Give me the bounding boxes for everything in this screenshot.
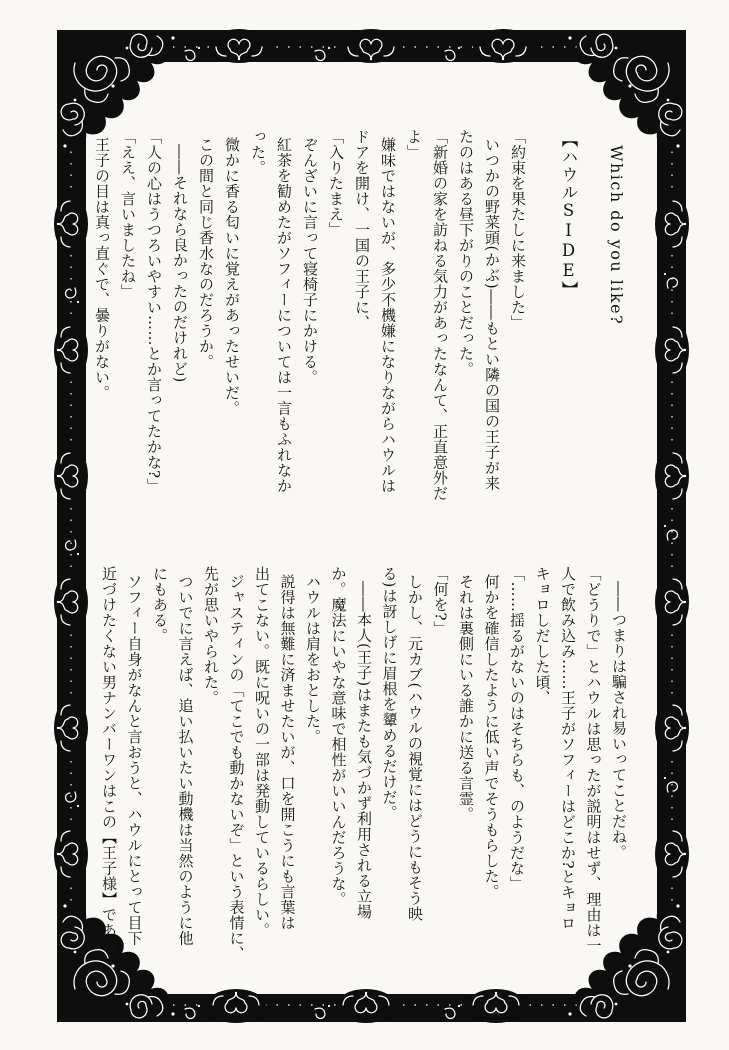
text-column: 近づけたくない男ナンバーワンはこの【王子様】である — [100, 566, 118, 954]
text-column: 「新婚の家を訪ねる気力があったなんて、正直意外だ — [431, 129, 449, 501]
text-column: 「何を?」 — [431, 566, 450, 637]
text-column: 先が思いやられた。 — [202, 566, 220, 706]
text-column: 微かに香る匂いに覚えがあったせいだ。 — [223, 136, 241, 416]
text-column: ぞんざいに言って寝椅子にかける。 — [301, 136, 319, 385]
story-block-top — [89, 129, 531, 531]
text-column: 説得は無難に済ませたいが、口を開こうにも言葉は — [278, 573, 297, 930]
text-column: る)は訝しげに眉根を顰めるだけだ。 — [380, 566, 399, 821]
text-column: 出てこない。既に呪いの一部は発動しているらしい。 — [253, 566, 271, 938]
text-column: 人で飲み込み……王子がソフィーはどこか?とキョロ — [559, 566, 577, 932]
text-column: 「約束を果たしに来ました」 — [509, 129, 527, 331]
text-column: ――それなら良かったのだけれど) — [171, 144, 189, 383]
text-column: か。魔法にいやな意味で相性がいいんだろうな。 — [329, 566, 348, 907]
text-column: ドアを開け、一国の王子に、 — [353, 129, 371, 331]
text-column: いつかの野菜頭(かぶ)――もとい隣の国の王子が来 — [483, 136, 501, 491]
text-column: 「入りたまえ」 — [327, 129, 345, 238]
text-column: それは裏側にいる誰かに送る言霊。 — [457, 573, 475, 822]
text-column: しかし、元カブ(ハウルの視覚にはどうにもそう映 — [406, 573, 424, 921]
text-column: った。 — [249, 129, 267, 176]
text-column: 何かを確信したように低い声でそうもらした。 — [482, 573, 501, 899]
text-column: 王子の目は真っ直ぐで、曇りがない。 — [93, 136, 111, 400]
text-column: ――つまりは騙され易いってことだね。 — [610, 581, 628, 860]
text-column: この間と同じ香水なのだろうか。 — [197, 136, 215, 369]
text-column: ジャスティンの「てこでも動かないぞ」という表情に、 — [227, 573, 246, 961]
text-column: ついでに言えば、追い払いたい動機は当然のように他 — [176, 573, 195, 946]
text-column: 嫌味ではないが、多少不機嫌になりながらハウルは — [379, 136, 397, 493]
text-column: たのはある昼下がりのことだった。 — [457, 129, 475, 377]
text-column: 「人の心はうつろいやすい……とか言ってたかな?」 — [145, 129, 163, 495]
text-column: ――本人(王子)はまたも気づかず利用される立場 — [355, 581, 373, 920]
text-column: よ」 — [405, 129, 423, 160]
text-column: 「ええ、言いましたね」 — [119, 129, 137, 300]
title-howl-side: 【ハウルSIDE】 — [559, 131, 578, 299]
text-column: 「……揺るがないのはそちらも、のようだな」 — [508, 566, 526, 892]
text-column: にもある。 — [151, 566, 169, 644]
text-column: 「どうりで」とハウルは思ったが説明はせず、理由は一 — [584, 566, 603, 954]
text-column: 紅茶を勧めたがソフィーについては一言もふれなか — [275, 136, 293, 493]
text-column: ソフィー自身がなんと言おうと、ハウルにとって目下 — [125, 573, 144, 946]
story-block-bottom — [96, 566, 632, 1002]
text-column: ハウルは肩をおとした。 — [304, 573, 322, 744]
title-english: Which do you like? — [607, 145, 626, 326]
text-column: キョロしだした頃、 — [533, 566, 552, 706]
section-header — [553, 131, 631, 325]
